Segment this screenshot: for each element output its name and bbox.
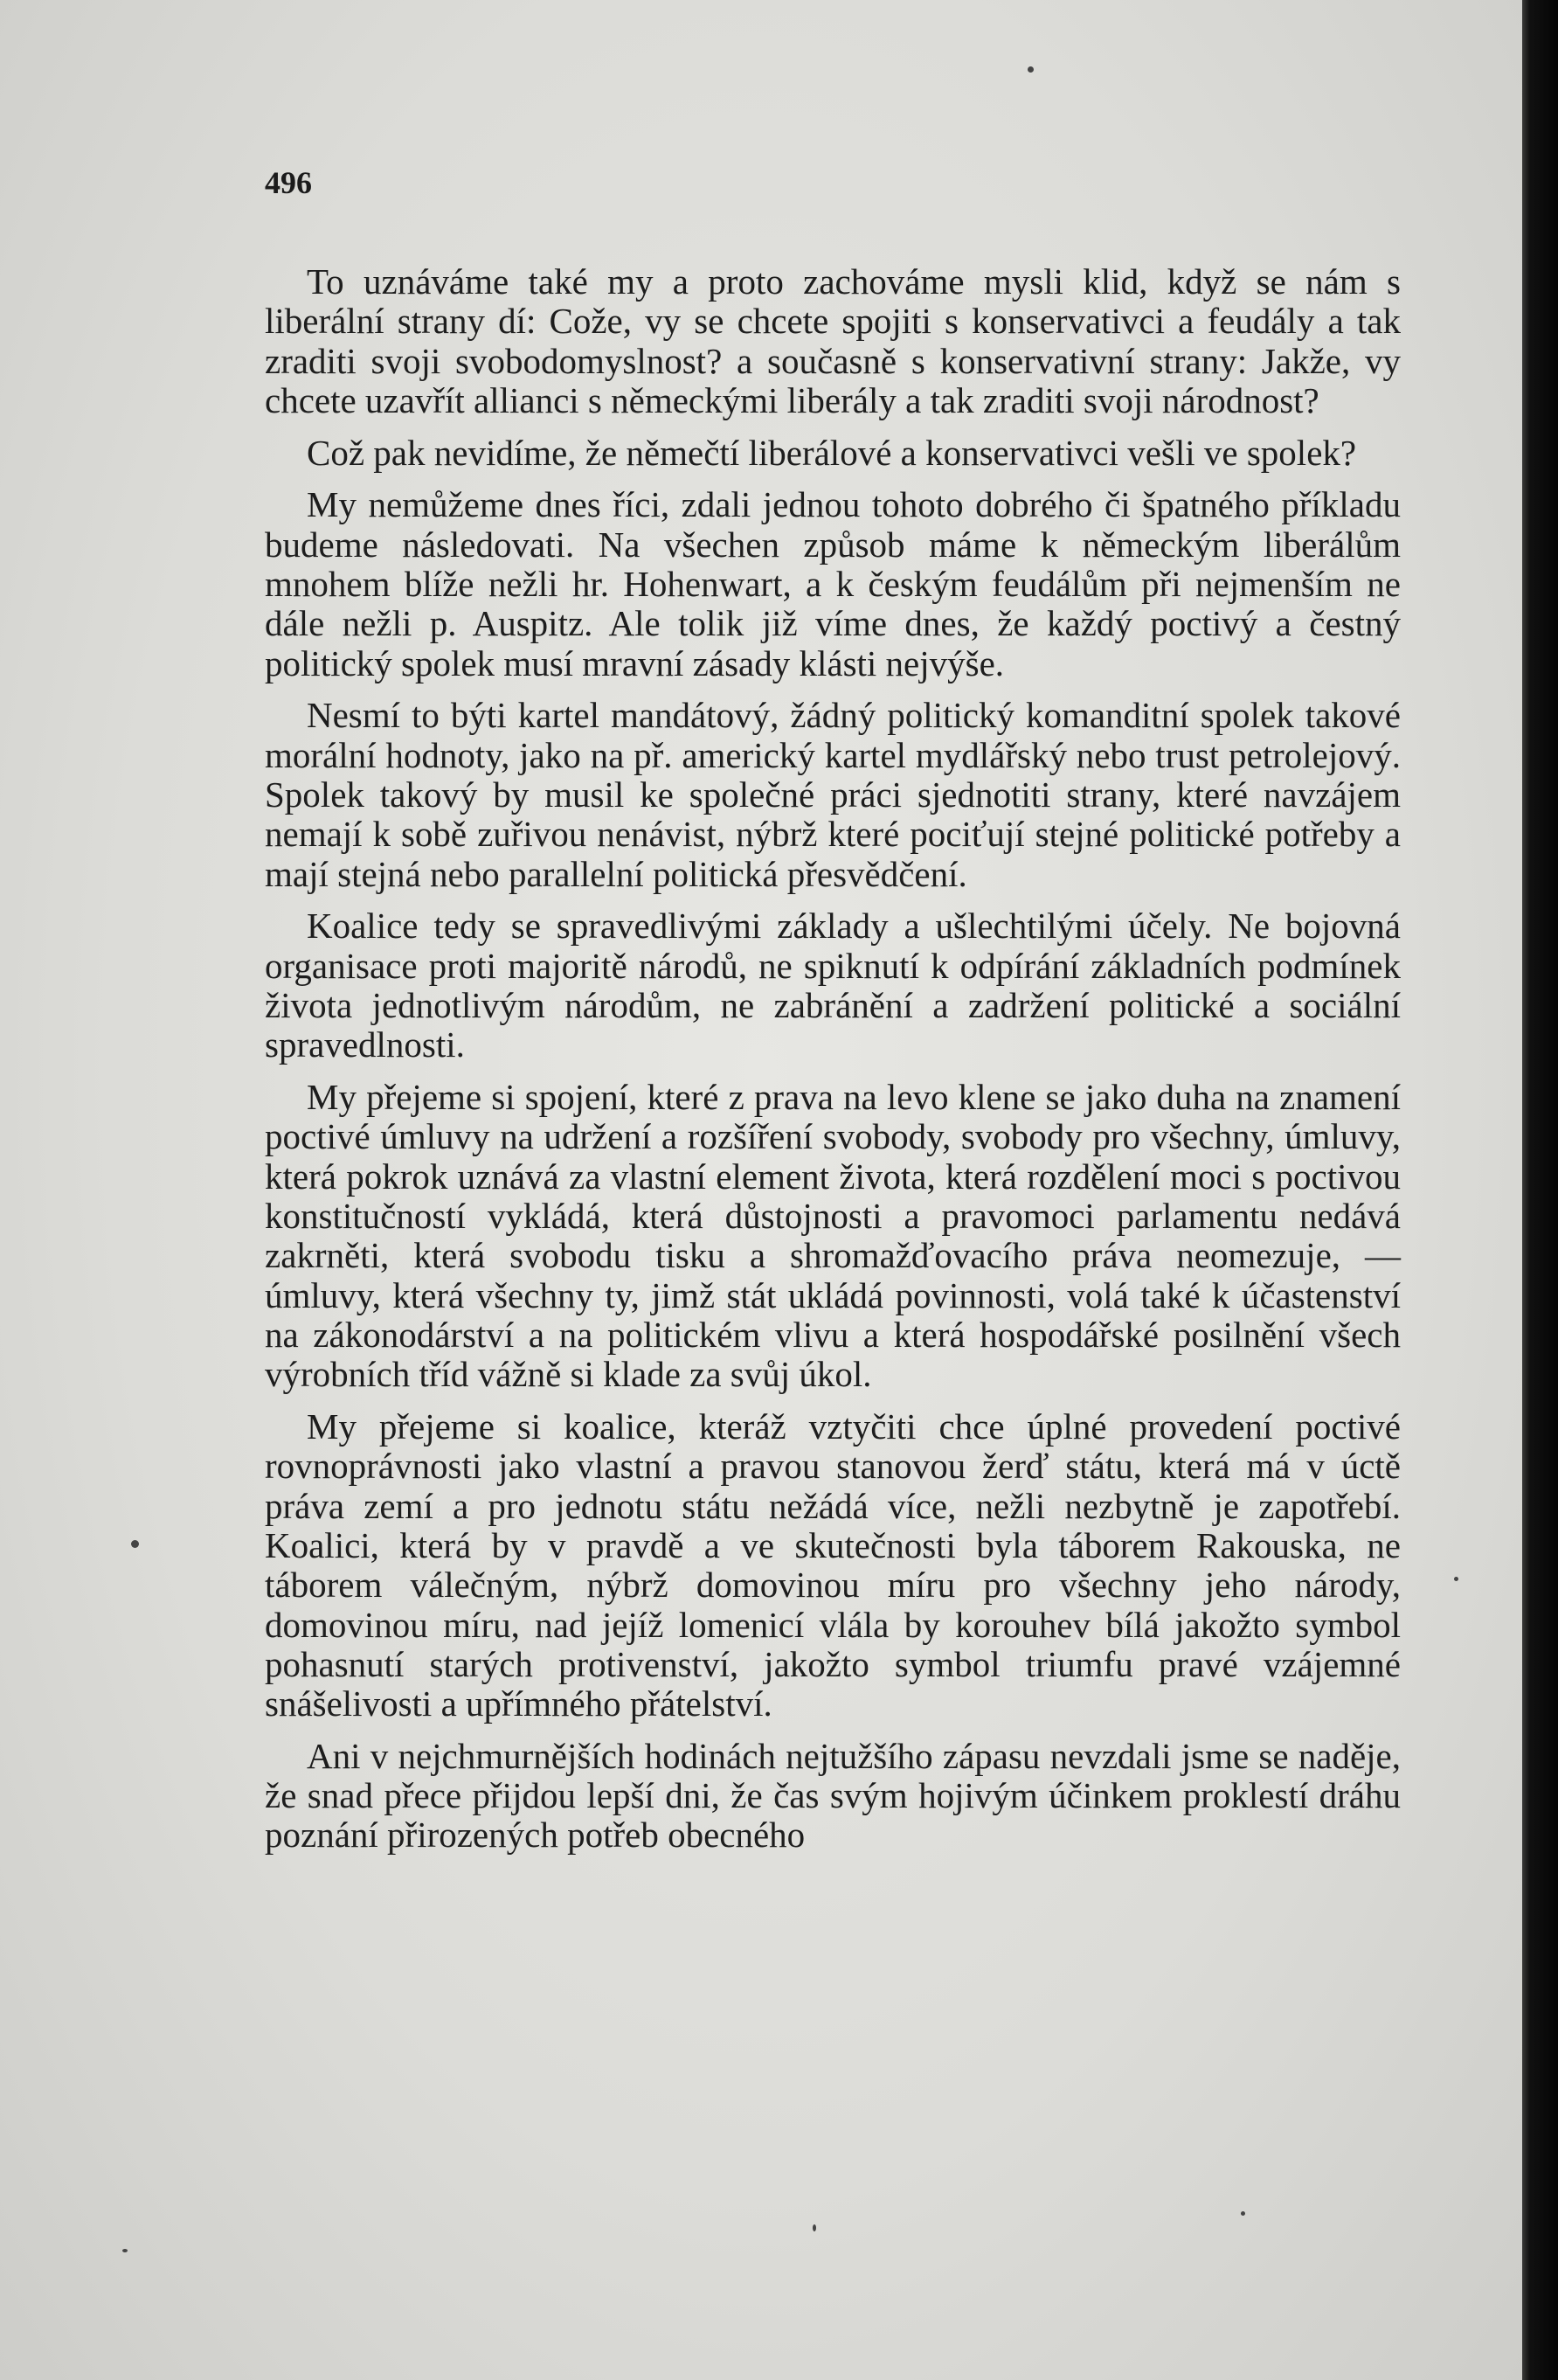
paragraph: To uznáváme také my a proto zachováme mysli klid, když se nám s liberální strany dí: Cože, vy se chcete spojiti s konservativci a feudály a tak zraditi svoji svobodomyslnost? a současně s konservativní strany: Jakže, vy chcete uzavřít allianci s německými liberály a tak zraditi svoji národnost? <box>265 261 1401 420</box>
scan-speck <box>1241 2211 1245 2216</box>
paragraph: My přejeme si koalice, kteráž vztyčiti chce úplné provedení poctivé rovnoprávnosti jako vlastní a pravou stanovou žerď státu, která má v úctě práva zemí a pro jednotu státu nežádá více, nežli nezbytně je zapotřebí. Koalici, která by v pravdě a ve skutečnosti byla táborem Rakouska, ne táborem válečným, nýbrž domovinou míru pro všechny jeho národy, domovinou míru, nad jejíž lomenicí vlála by korouhev bílá jakožto symbol pohasnutí starých protivenství, jakožto symbol triumfu pravé vzájemné snášelivosti a upřímného přátelství. <box>265 1406 1401 1724</box>
scan-speck <box>131 1540 139 1548</box>
paragraph: Ani v nejchmurnějších hodinách nejtužšího zápasu nevzdali jsme se naděje, že snad přece přijdou lepší dni, že čas svým hojivým účinkem proklestí dráhu poznání přirozených potřeb obecného <box>265 1735 1401 1856</box>
scan-speck <box>122 2249 128 2252</box>
paragraph: My nemůžeme dnes říci, zdali jednou tohoto dobrého či špatného příkladu budeme následovati. Na všechen způsob máme k německým liberálům mnohem blíže nežli hr. Hohenwart, a k českým feudálům při nejmenším ne dále nežli p. Auspitz. Ale tolik již víme dnes, že každý poctivý a čestný politický spolek musí mravní zásady klásti nejvýše. <box>265 484 1401 683</box>
body-text <box>265 262 1401 1868</box>
paragraph: My přejeme si spojení, které z prava na levo klene se jako duha na znamení poctivé úmluvy na udržení a rozšíření svobody, svobody pro všechny, úmluvy, která pokrok uznává za vlastní element života, která rozdělení moci s poctivou konstitučností vykládá, která důstojnosti a pravomoci parlamentu nedává zakrněti, která svobodu tisku a shromažďovacího práva neomezuje, — úmluvy, která všechny ty, jimž stát ukládá povinnosti, volá také k účastenství na zákonodárství a na politickém vlivu a která hospodářské posilnění všech výrobních tříd vážně si klade za svůj úkol. <box>265 1077 1401 1395</box>
scan-speck <box>1454 1577 1458 1581</box>
paragraph: Koalice tedy se spravedlivými základy a ušlechtilými účely. Ne bojovná organisace proti majoritě národů, ne spiknutí k odpírání základních podmínek života jednotlivým národům, ne zabránění a zadržení politické a sociální spravedlnosti. <box>265 906 1401 1065</box>
page-edge-shadow <box>1522 0 1558 2380</box>
scan-speck <box>1028 66 1034 73</box>
paragraph: Což pak nevidíme, že němečtí liberálové a konservativci vešli ve spolek? <box>307 432 1357 473</box>
page-number: 496 <box>265 165 312 200</box>
scan-speck <box>813 2224 816 2231</box>
paragraph: Nesmí to býti kartel mandátový, žádný politický komanditní spolek takové morální hodnoty, jako na př. americký kartel mydlářský nebo trust petrolejový. Spolek takový by musil ke společné práci sjednotiti strany, které navzájem nemají k sobě zuřivou nenávist, nýbrž které pociťují stejné politické potřeby a mají stejná nebo parallelní politická přesvědčení. <box>265 695 1401 894</box>
